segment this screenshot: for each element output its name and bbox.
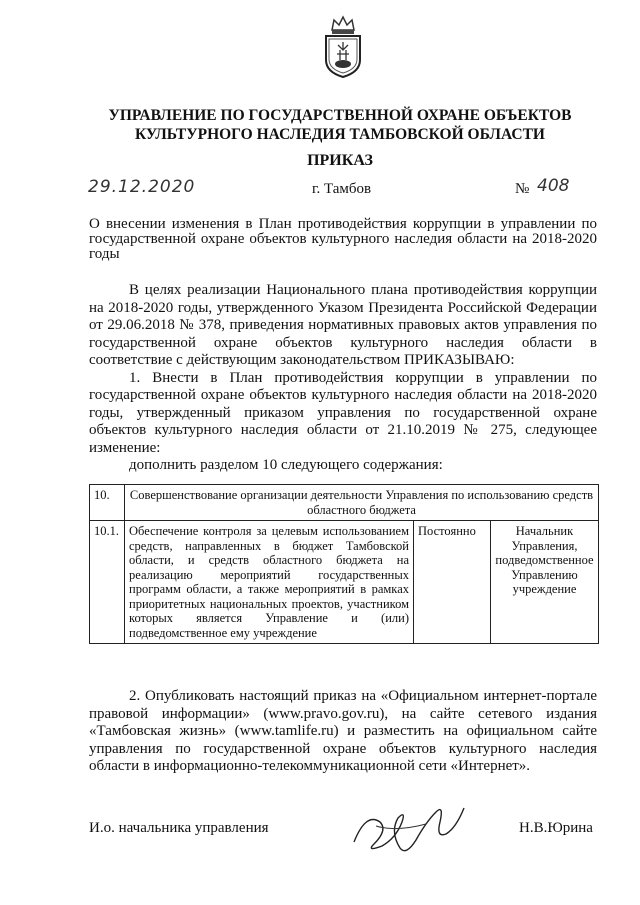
row-measure-cell: Обеспечение контроля за целевым использованием средств, направленных в бюджет Тамбовской области, и средств областного бюджета на реализацию мероприятий государственных программ области, а также мероприятий в рамках приоритетных национальных проектов, участником которых является Управление и (или) подведомственное ему учреждение — [125, 521, 414, 644]
table-row — [90, 521, 599, 644]
document-type-title: ПРИКАЗ — [307, 152, 373, 169]
item-1-paragraph: 1. Внести в План противодействия коррупции в управлении по государственной охране объектов культурного наследия области на 2018-2020 годы, утвержденный приказом управления по государственной охране объектов культурного наследия области от 21.10.2019 № 275, следующее изменение: — [89, 369, 597, 456]
coat-of-arms-emblem — [322, 14, 364, 80]
handwritten-order-number: 408 — [537, 176, 570, 196]
city-label: г. Тамбов — [312, 181, 372, 197]
anticorruption-plan-table — [89, 484, 599, 644]
preamble-paragraph: В целях реализации Национального плана противодействия коррупции на 2018-2020 годы, утвержденного Указом Президента Российской Федерации от 29.06.2018 № 378, приведения нормативных правовых актов управления по государственной охране объектов культурного наследия области в соответствие с действующим законодательством ПРИКАЗЫВАЮ: — [89, 282, 597, 368]
handwritten-signature — [336, 782, 476, 870]
org-name-line2: КУЛЬТУРНОГО НАСЛЕДИЯ ТАМБОВСКОЙ ОБЛАСТИ — [135, 126, 545, 143]
section-title-cell: Совершенствование организации деятельности Управления по использованию средств областного бюджета — [125, 485, 599, 521]
item-2-paragraph: 2. Опубликовать настоящий приказ на «Официальном интернет-портале правовой информации» (www.pravo.gov.ru), на сайте сетевого издания «Тамбовская жизнь» (www.tamlife.ru) и разместить на официальном сайте управления по государственной охране объектов культурного наследия области в информационно-телекоммуникационной сети «Интернет». — [89, 688, 597, 774]
handwritten-date: 29.12.2020 — [88, 177, 196, 197]
number-sign: № — [515, 181, 530, 197]
item-1-sub-paragraph: дополнить разделом 10 следующего содержания: — [129, 457, 443, 473]
order-subject: О внесении изменения в План противодействия коррупции в управлении по государственной охране объектов культурного наследия области на 2018-2020 годы — [89, 216, 597, 262]
section-number-cell: 10. — [90, 485, 125, 521]
table-section-row — [90, 485, 599, 521]
item-2-block — [89, 688, 597, 776]
signatory-name: Н.В.Юрина — [519, 820, 593, 836]
row-responsible-cell: Начальник Управления, подведомственное Управлению учреждение — [491, 521, 599, 644]
org-name-line1: УПРАВЛЕНИЕ ПО ГОСУДАРСТВЕННОЙ ОХРАНЕ ОБЪЕКТОВ — [108, 107, 572, 124]
order-body — [89, 282, 597, 475]
row-number-cell: 10.1. — [90, 521, 125, 644]
signatory-role: И.о. начальника управления — [89, 820, 269, 836]
row-term-cell: Постоянно — [414, 521, 491, 644]
